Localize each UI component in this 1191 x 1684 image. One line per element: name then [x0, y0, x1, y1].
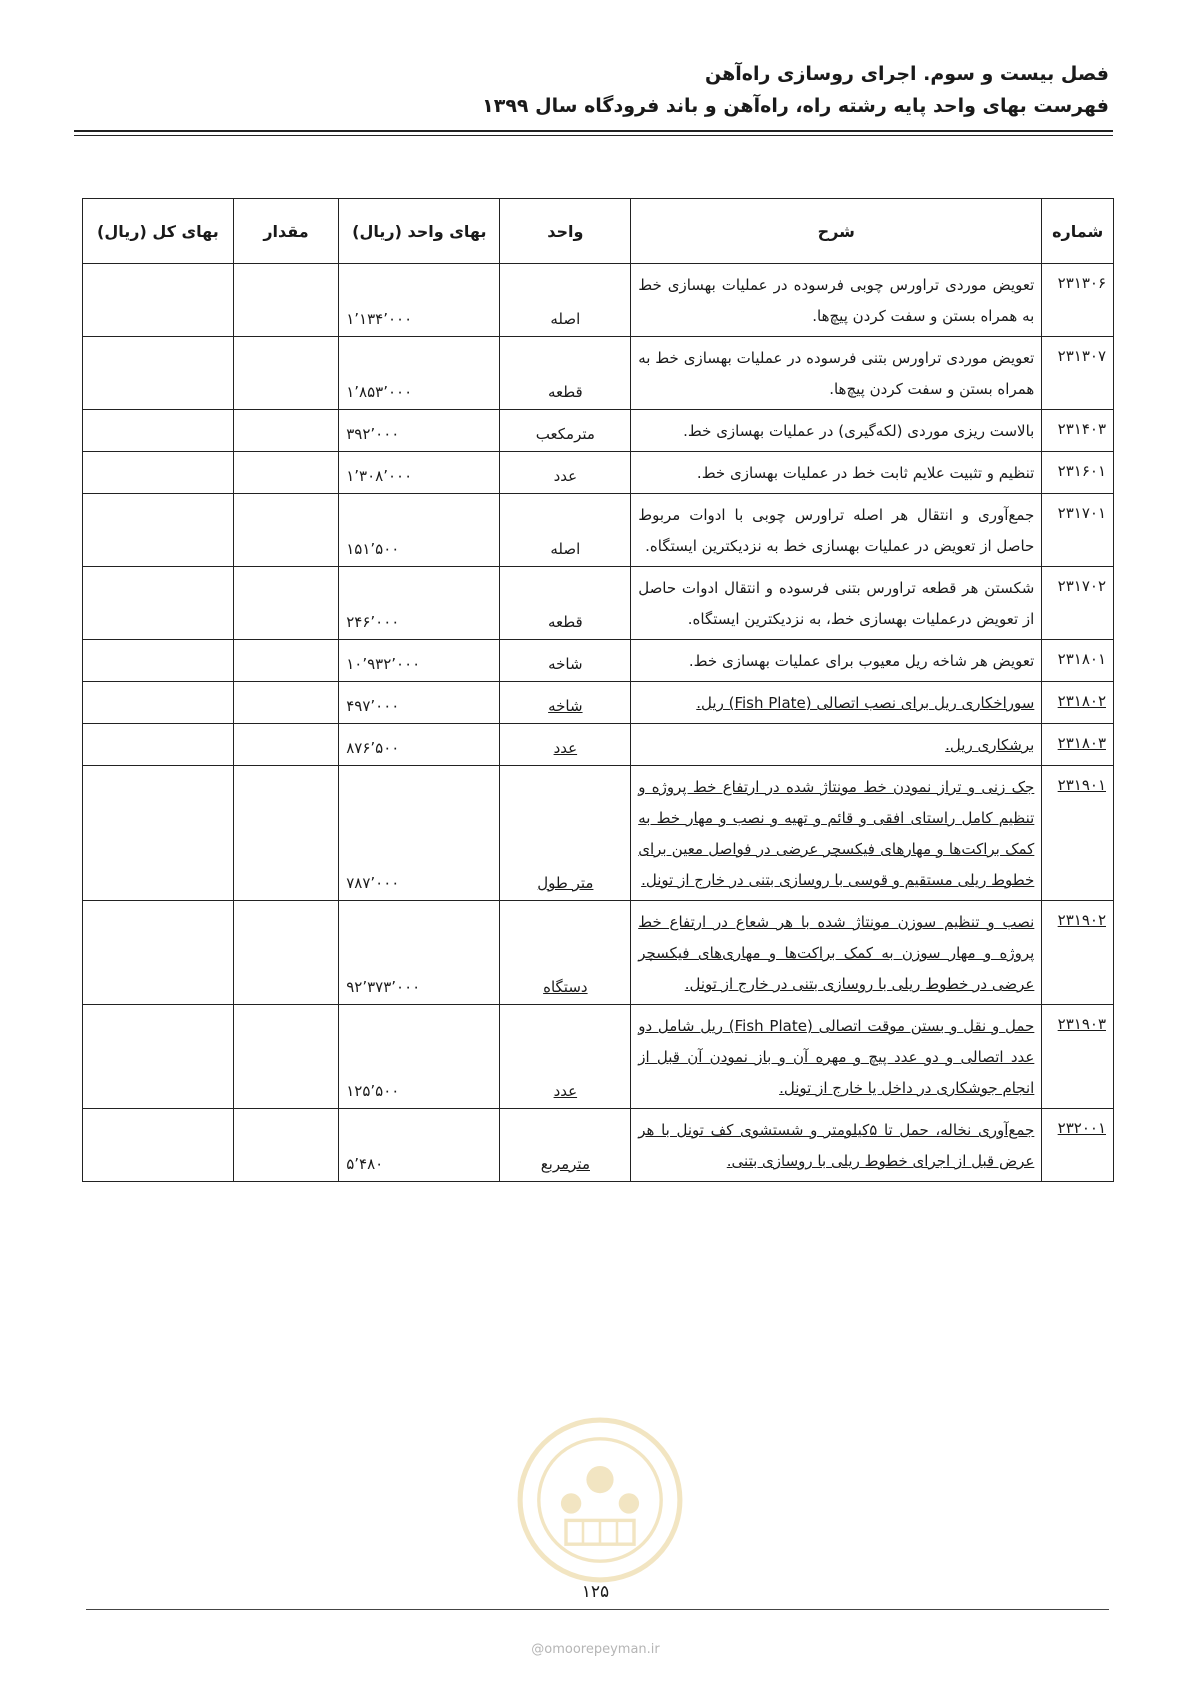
row-number [1042, 766, 1114, 901]
page-header [482, 58, 1109, 122]
row-number [1042, 337, 1114, 410]
table-row [83, 901, 1114, 1005]
col-quantity: مقدار [233, 199, 338, 264]
row-unit-price-text: ۱۵۱٬۵۰۰ [346, 540, 400, 558]
row-number [1042, 640, 1114, 682]
col-total-price: بهای کل (ریال) [83, 199, 234, 264]
row-unit-text: دستگاه [543, 978, 588, 996]
row-quantity [233, 682, 338, 724]
row-quantity [233, 452, 338, 494]
row-unit-price [339, 567, 500, 640]
row-total-price [83, 410, 234, 452]
table-row [83, 452, 1114, 494]
row-unit [500, 724, 631, 766]
row-description-text: شکستن هر قطعه تراورس بتنی فرسوده و انتقال ادوات حاصل از تعویض درعملیات بهسازی خط، به نزدیکترین ایستگاه. [638, 579, 1035, 628]
row-quantity [233, 494, 338, 567]
row-unit-price-text: ۳۹۲٬۰۰۰ [346, 425, 400, 443]
table-header-row [83, 199, 1114, 264]
table-row [83, 640, 1114, 682]
row-number-text: ۲۳۱۴۰۳ [1057, 420, 1106, 438]
row-description-text: تعویض موردی تراورس بتنی فرسوده در عملیات بهسازی خط به همراه بستن و سفت کردن پیچ‌ها. [638, 349, 1035, 398]
row-description-text: جمع‌آوری و انتقال هر اصله تراورس چوبی با ادوات مربوط حاصل از تعویض در عملیات بهسازی خط به نزدیکترین ایستگاه. [638, 506, 1035, 555]
row-unit-text: عدد [553, 467, 578, 485]
table-row [83, 682, 1114, 724]
row-total-price [83, 1109, 234, 1182]
header-rule [74, 130, 1113, 132]
row-unit-price-text: ۲۴۶٬۰۰۰ [346, 613, 400, 631]
row-unit-price [339, 337, 500, 410]
row-unit-price [339, 264, 500, 337]
row-unit [500, 1109, 631, 1182]
row-description [631, 640, 1042, 682]
row-unit-price [339, 724, 500, 766]
row-number-text: ۲۳۲۰۰۱ [1057, 1119, 1106, 1137]
row-unit [500, 452, 631, 494]
row-number-text: ۲۳۱۹۰۱ [1057, 776, 1106, 794]
row-number-text: ۲۳۱۸۰۳ [1057, 734, 1106, 752]
row-description [631, 901, 1042, 1005]
row-number [1042, 264, 1114, 337]
row-unit [500, 567, 631, 640]
row-unit [500, 410, 631, 452]
row-total-price [83, 1005, 234, 1109]
row-number-text: ۲۳۱۳۰۶ [1057, 274, 1106, 292]
row-unit-text: اصله [550, 540, 581, 558]
row-description [631, 567, 1042, 640]
header-rule-thin [74, 135, 1113, 136]
row-unit-text: متر طول [537, 874, 594, 892]
table-row [83, 724, 1114, 766]
row-unit [500, 264, 631, 337]
page-number: ۱۲۵ [581, 1582, 610, 1602]
row-unit-price-text: ۱٬۳۰۸٬۰۰۰ [346, 467, 413, 485]
row-description [631, 1005, 1042, 1109]
row-unit [500, 901, 631, 1005]
col-number: شماره [1042, 199, 1114, 264]
row-unit-price [339, 640, 500, 682]
row-total-price [83, 640, 234, 682]
row-unit [500, 766, 631, 901]
row-unit-price-text: ۱۰٬۹۳۲٬۰۰۰ [346, 655, 421, 673]
row-unit-text: مترمکعب [535, 425, 595, 443]
row-number [1042, 1109, 1114, 1182]
row-quantity [233, 901, 338, 1005]
price-table [82, 198, 1114, 1182]
row-unit [500, 640, 631, 682]
row-unit [500, 337, 631, 410]
row-description-text: حمل و نقل و بستن موقت اتصالی (Fish Plate) ریل شامل دو عدد اتصالی و دو عدد پیچ و مهره آن و باز نمودن آن قبل از انجام جوشکاری در داخل یا خارج از تونل. [638, 1017, 1035, 1097]
row-description-text: جمع‌آوری نخاله، حمل تا ۵کیلومتر و شستشوی کف تونل با هر عرض قبل از اجرای خطوط ریلی با روسازی بتنی. [638, 1121, 1035, 1170]
row-unit-price [339, 1005, 500, 1109]
row-description [631, 337, 1042, 410]
col-description: شرح [631, 199, 1042, 264]
row-unit-text: قطعه [547, 383, 583, 401]
row-description-text: نصب و تنظیم سوزن مونتاژ شده با هر شعاع در ارتفاع خط پروژه و مهار سوزن به کمک براکت‌ها و مهاری‌های فیکسچر عرضی در خطوط ریلی با روسازی بتنی در خارج از تونل. [638, 913, 1035, 993]
row-total-price [83, 494, 234, 567]
row-description [631, 724, 1042, 766]
row-number-text: ۲۳۱۸۰۲ [1057, 692, 1106, 710]
table-row [83, 766, 1114, 901]
row-unit [500, 1005, 631, 1109]
col-unit: واحد [500, 199, 631, 264]
row-quantity [233, 337, 338, 410]
col-unit-price: بهای واحد (ریال) [339, 199, 500, 264]
table-row [83, 410, 1114, 452]
row-number-text: ۲۳۱۷۰۲ [1057, 577, 1106, 595]
row-description-text: تعویض هر شاخه ریل معیوب برای عملیات بهسازی خط. [688, 652, 1035, 670]
table-row [83, 1109, 1114, 1182]
row-description-text: تنظیم و تثبیت علایم ثابت خط در عملیات بهسازی خط. [696, 464, 1035, 482]
row-description [631, 766, 1042, 901]
row-unit-text: عدد [553, 739, 578, 757]
row-total-price [83, 337, 234, 410]
row-unit-text: عدد [553, 1082, 578, 1100]
row-total-price [83, 567, 234, 640]
row-unit-price-text: ۹۲٬۳۷۳٬۰۰۰ [346, 978, 421, 996]
row-description-text: جک زنی و تراز نمودن خط مونتاژ شده در ارتفاع خط پروژه و تنظیم کامل راستای افقی و قائم و تهیه و نصب و مهار خط به کمک براکت‌ها و مهارهای فیکسچر عرضی در فواصل معین برای خطوط ریلی مستقیم و قوسی با روسازی بتنی در خارج از تونل. [638, 778, 1035, 889]
row-number-text: ۲۳۱۶۰۱ [1057, 462, 1106, 480]
row-unit-price [339, 1109, 500, 1182]
row-unit-price [339, 494, 500, 567]
row-unit-price [339, 766, 500, 901]
row-unit [500, 682, 631, 724]
row-total-price [83, 264, 234, 337]
row-description-text: بالاست ریزی موردی (لکه‌گیری) در عملیات بهسازی خط. [683, 422, 1035, 440]
row-number [1042, 901, 1114, 1005]
row-unit-price-text: ۷۸۷٬۰۰۰ [346, 874, 400, 892]
seal-watermark-icon [515, 1415, 685, 1585]
row-description-text: برشکاری ریل. [945, 736, 1035, 754]
row-total-price [83, 901, 234, 1005]
table-row [83, 567, 1114, 640]
row-number [1042, 452, 1114, 494]
row-description-text: تعویض موردی تراورس چوبی فرسوده در عملیات بهسازی خط به همراه بستن و سفت کردن پیچ‌ها. [638, 276, 1035, 325]
row-unit-price-text: ۱٬۸۵۳٬۰۰۰ [346, 383, 413, 401]
row-description [631, 264, 1042, 337]
website-watermark: @omoorepeyman.ir [531, 1642, 660, 1657]
row-unit-price [339, 682, 500, 724]
row-quantity [233, 766, 338, 901]
table-row [83, 337, 1114, 410]
footer-rule [86, 1609, 1109, 1610]
row-number-text: ۲۳۱۷۰۱ [1057, 504, 1106, 522]
row-unit-price-text: ۱٬۱۳۴٬۰۰۰ [346, 310, 413, 328]
row-total-price [83, 682, 234, 724]
row-unit-price-text: ۵٬۴۸۰ [346, 1155, 384, 1173]
row-quantity [233, 567, 338, 640]
row-quantity [233, 724, 338, 766]
row-number [1042, 567, 1114, 640]
row-unit-text: شاخه [548, 655, 583, 673]
row-number-text: ۲۳۱۸۰۱ [1057, 650, 1106, 668]
row-quantity [233, 640, 338, 682]
row-unit-text: شاخه [548, 697, 583, 715]
row-description [631, 410, 1042, 452]
chapter-title: فصل بیست و سوم. اجرای روسازی راه‌آهن [704, 63, 1109, 85]
row-number-text: ۲۳۱۹۰۳ [1057, 1015, 1106, 1033]
table-row [83, 264, 1114, 337]
row-number [1042, 724, 1114, 766]
row-total-price [83, 766, 234, 901]
row-description [631, 682, 1042, 724]
table-row [83, 1005, 1114, 1109]
row-unit-text: مترمربع [540, 1155, 590, 1173]
row-number [1042, 682, 1114, 724]
row-quantity [233, 410, 338, 452]
row-number [1042, 494, 1114, 567]
row-number [1042, 1005, 1114, 1109]
row-description [631, 1109, 1042, 1182]
row-unit-price [339, 452, 500, 494]
row-unit-text: قطعه [547, 613, 583, 631]
row-description-text: سوراخکاری ریل برای نصب اتصالی (Fish Plate) ریل. [696, 694, 1035, 712]
row-unit-price-text: ۴۹۷٬۰۰۰ [346, 697, 400, 715]
row-total-price [83, 452, 234, 494]
row-unit-price [339, 410, 500, 452]
table-row [83, 494, 1114, 567]
row-number [1042, 410, 1114, 452]
row-description [631, 452, 1042, 494]
row-quantity [233, 1109, 338, 1182]
row-quantity [233, 264, 338, 337]
row-unit-price [339, 901, 500, 1005]
row-description [631, 494, 1042, 567]
row-number-text: ۲۳۱۳۰۷ [1057, 347, 1106, 365]
row-unit-text: اصله [550, 310, 581, 328]
row-unit-price-text: ۱۲۵٬۵۰۰ [346, 1082, 400, 1100]
row-unit-price-text: ۸۷۶٬۵۰۰ [346, 739, 400, 757]
row-number-text: ۲۳۱۹۰۲ [1057, 911, 1106, 929]
row-unit [500, 494, 631, 567]
row-quantity [233, 1005, 338, 1109]
row-total-price [83, 724, 234, 766]
list-title: فهرست بهای واحد پایه رشته راه، راه‌آهن و باند فرودگاه سال ۱۳۹۹ [482, 95, 1109, 117]
